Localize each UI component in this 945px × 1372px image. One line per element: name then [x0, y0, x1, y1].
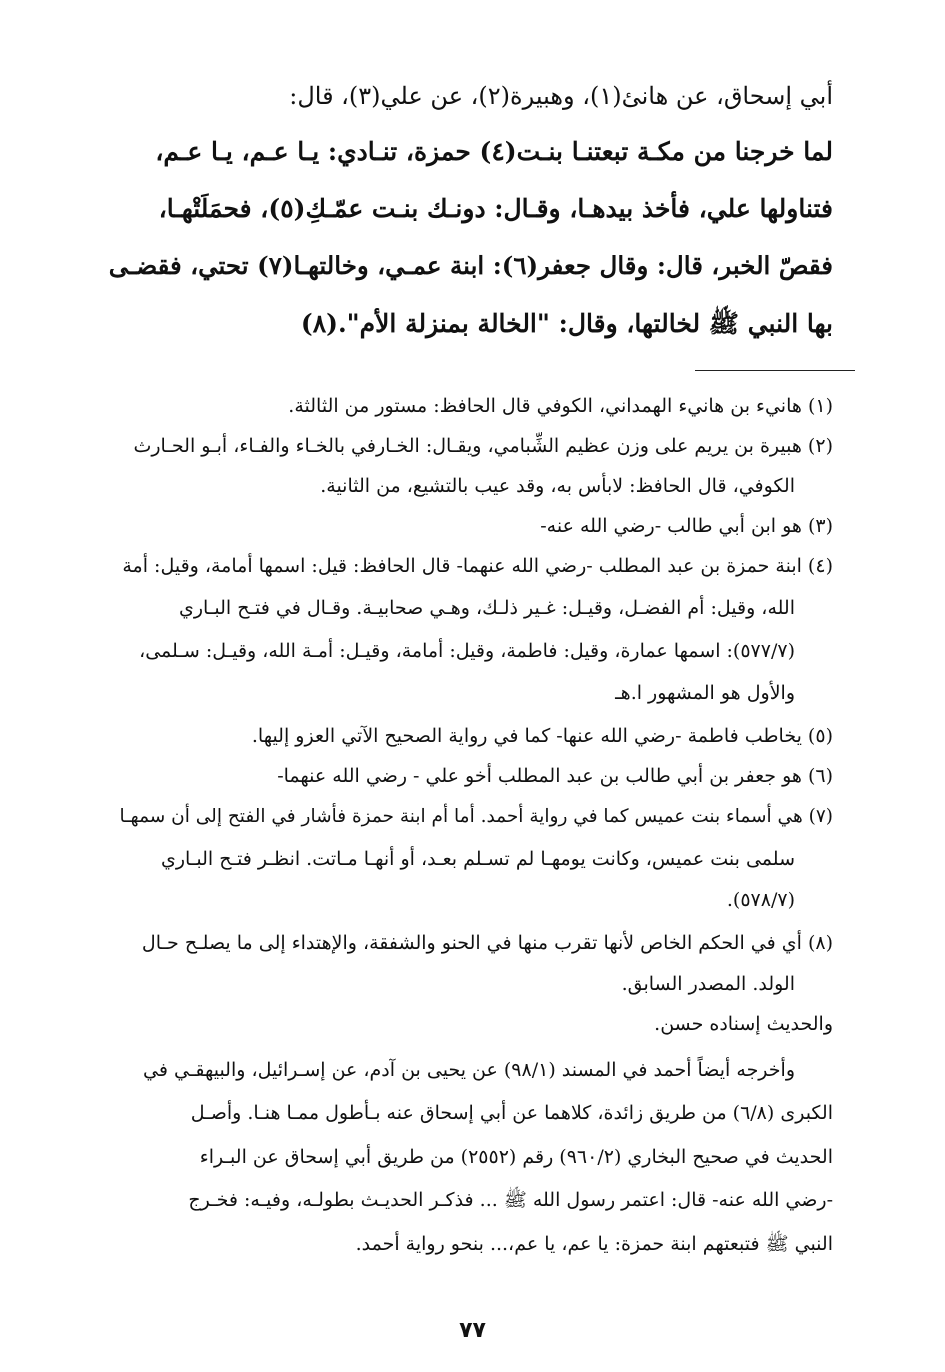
footnote-7: (٧) هي أسماء بنت عميس كما في رواية أحمد. أما أم ابنة حمزة فأشار في الفتح إلى أن سمهـا [119, 806, 833, 827]
footnote-3: (٣) هو ابن أبي طالب -رضي الله عنه- [540, 515, 833, 537]
footnote-4-cont-1: الله، وقيل: أم الفضـل، وقيـل: غـير ذلـك، وهـي صحابيـة. وقـال في فتـح البـاري [178, 597, 795, 619]
footnote-4: (٤) ابنة حمزة بن عبد المطلب -رضي الله عنهما- قال الحافظ: قيل: اسمها أمامة، وقيل: أمة [122, 555, 833, 577]
footnote-4-cont-3: والأول هو المشهور ا.هـ [615, 682, 795, 704]
footnote-8: (٨) أي في الحكم الخاص لأنها تقرب منها في الحنو والشفقة، والإهتداء إلى ما يصلـح حـال [141, 932, 833, 954]
footnote-4-cont-2: (٥٧٧/٧): اسمها عمارة، وقيل: فاطمة، وقيل: أمامة، وقيـل: أمـة الله، وقيـل: سـلمى، [139, 640, 795, 662]
closing-line-4: -رضي الله عنه- قال: اعتمر رسول الله ﷺ ... فذكـر الحديـث بطولـه، وفيـه: فخـرج [188, 1189, 833, 1211]
page-number: ٧٧ [459, 1318, 486, 1343]
hadith-grade: والحديث إسناده حسن. [654, 1013, 833, 1035]
hadith-line-3: فقصّ الخبر، قال: وقال جعفر(٦): ابنة عمـي، وخالتهـا(٧) تحتي، فقضـى [108, 251, 833, 280]
closing-line-1: وأخرجه أيضاً أحمد في المسند (٩٨/١) عن يحيى بن آدم، عن إسـرائيل، والبيهقـي في [142, 1059, 795, 1081]
footnote-1: (١) هانيء بن هانيء الهمداني، الكوفي قال الحافظ: مستور من الثالثة. [288, 395, 833, 417]
hadith-line-4: بها النبي ﷺ لخالتها، وقال: "الخالة بمنزلة الأم".(٨) [300, 309, 833, 338]
footnote-2: (٢) هبيرة بن يريم على وزن عظيم الشِّبامي، ويقـال: الخـارفي بالخـاء والفـاء، أبـو الحـارث [133, 435, 833, 457]
footnote-8-cont: الولد. المصدر السابق. [621, 973, 795, 995]
footnote-7-cont-2: (٥٧٨/٧). [726, 889, 795, 911]
footnote-divider [695, 370, 855, 371]
hadith-line-2: فتناولها علي، فأخذ بيدهـا، وقـال: دونـك بنـت عمّـكِ(٥)، فحمَلَتْهـا، [158, 194, 833, 223]
hadith-intro: أبي إسحاق، عن هانئ(١)، وهبيرة(٢)، عن علي(٣)، قال: [289, 82, 833, 110]
closing-line-5: النبي ﷺ فتبعتهم ابنة حمزة: يا عم، يا عم،... بنحو رواية أحمد. [355, 1233, 833, 1255]
footnote-5: (٥) يخاطب فاطمة -رضي الله عنها- كما في رواية الصحيح الآتي العزو إليها. [251, 725, 833, 747]
closing-line-3: الحديث في صحيح البخاري (٩٦٠/٢) رقم (٢٥٥٢) من طريق أبي إسحاق عن البـراء [199, 1146, 833, 1168]
footnote-7-cont-1: سلمى بنت عميس، وكانت يومهـا لم تسـلم بعـد، أو أنهـا مـاتت. انظـر فتـح البـاري [161, 848, 795, 870]
footnote-2-cont: الكوفي، قال الحافظ: لابأس به، وقد عيب بالتشيع، من الثانية. [320, 475, 795, 497]
closing-line-2: الكبرى (٦/٨) من طريق زائدة، كلاهما عن أبي إسحاق عنه بـأطول ممـا هنـا. وأصـل [190, 1102, 833, 1124]
footnote-6: (٦) هو جعفر بن أبي طالب بن عبد المطلب أخو علي - رضي الله عنهما- [277, 765, 833, 787]
hadith-line-1: لما خرجنا من مكـة تبعتنـا بنـت(٤) حمزة، تنـادي: يـا عـم، يـا عـم، [155, 137, 833, 166]
